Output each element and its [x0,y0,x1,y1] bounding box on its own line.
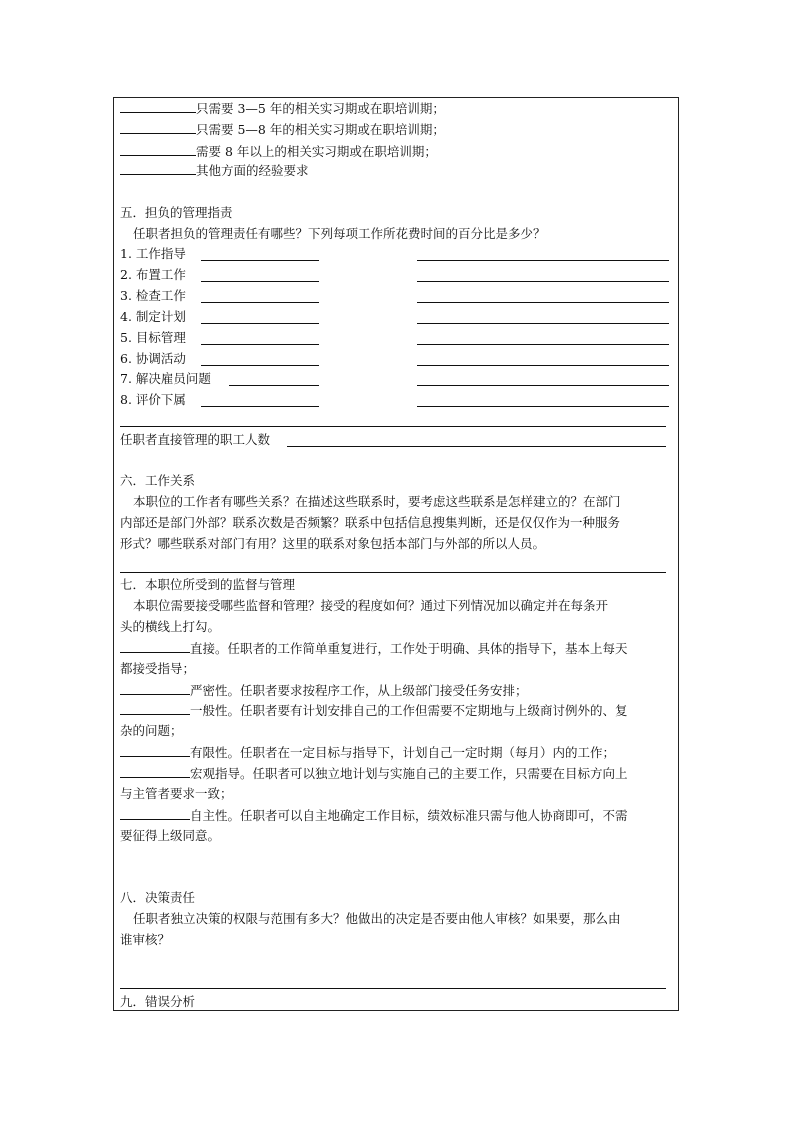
staff-count-label: 任职者直接管理的职工人数 [120,432,271,447]
full-answer-line[interactable] [120,572,666,573]
management-item: 7. 解决雇员问题 [120,371,211,386]
management-item: 6. 协调活动 [120,351,186,366]
paragraph-line: 本职位的工作者有哪些关系？在描述这些联系时，要考虑这些联系是怎样建立的？在部门 [133,494,621,509]
percent-blank[interactable] [417,344,669,345]
supervision-option: 有限性。任职者在一定目标与指导下，计划自己一定时期（每月）内的工作； [120,744,615,761]
management-item: 5. 目标管理 [120,330,186,345]
management-item: 2. 布置工作 [120,267,186,282]
experience-option-text: 只需要 3—5 年的相关实习期或在职培训期； [196,101,445,116]
section-title: 八．决策责任 [120,890,196,905]
experience-option [120,162,309,179]
checkbox-blank[interactable] [120,100,196,113]
paragraph-line: 形式？哪些联系对部门有用？这里的联系对象包括本部门与外部的所以人员。 [120,536,546,551]
supervision-option: 直接。任职者的工作简单重复进行，工作处于明确、具体的指导下，基本上每天 [120,640,628,657]
management-item: 1. 工作指导 [120,246,186,261]
checkbox-blank[interactable] [120,744,190,757]
paragraph-line: 头的横线上打勾。 [120,619,221,634]
percent-blank[interactable] [417,406,669,407]
item-blank[interactable] [201,302,319,303]
checkbox-blank[interactable] [120,640,190,653]
checkbox-blank[interactable] [120,162,196,175]
checkbox-blank[interactable] [120,121,196,134]
paragraph-line: 任职者独立决策的权限与范围有多大？他做出的决定是否要由他人审核？如果要，那么由 [133,911,621,926]
paragraph-line: 内部还是部门外部？联系次数是否频繁？联系中包括信息搜集判断，还是仅仅作为一种服务 [120,515,621,530]
percent-blank[interactable] [417,385,669,386]
percent-blank[interactable] [417,302,669,303]
supervision-option-cont: 要征得上级同意。 [120,828,221,843]
section-question: 任职者担负的管理责任有哪些？下列每项工作所花费时间的百分比是多少？ [133,226,546,241]
percent-blank[interactable] [417,260,669,261]
staff-count-blank[interactable] [287,446,666,447]
experience-option [120,143,437,160]
full-answer-line[interactable] [120,426,666,427]
supervision-option: 严密性。任职者要求按程序工作，从上级部门接受任务安排； [120,682,528,699]
experience-option-text: 只需要 5—8 年的相关实习期或在职培训期； [196,122,445,137]
section-title: 九．错误分析 [120,994,196,1009]
supervision-option-cont: 都接受指导； [120,661,196,676]
item-blank[interactable] [229,385,319,386]
percent-blank[interactable] [417,281,669,282]
full-answer-line[interactable] [120,988,666,989]
item-blank[interactable] [201,281,319,282]
checkbox-blank[interactable] [120,702,190,715]
section-title: 六．工作关系 [120,473,196,488]
supervision-option-cont: 杂的问题； [120,723,183,738]
supervision-option: 自主性。任职者可以自主地确定工作目标，绩效标准只需与他人协商即可，不需 [120,807,628,824]
checkbox-blank[interactable] [120,143,196,156]
section-title: 七．本职位所受到的监督与管理 [120,577,296,592]
experience-option [120,121,445,138]
experience-option-text: 其他方面的经验要求 [196,163,309,178]
item-blank[interactable] [201,344,319,345]
management-item: 3. 检查工作 [120,288,186,303]
paragraph-line: 本职位需要接受哪些监督和管理？接受的程度如何？通过下列情况加以确定并在每条开 [133,598,609,613]
supervision-option: 宏观指导。任职者可以独立地计划与实施自己的主要工作，只需要在目标方向上 [120,765,628,782]
management-item: 4. 制定计划 [120,309,186,324]
experience-option [120,100,445,117]
management-item: 8. 评价下属 [120,392,186,407]
checkbox-blank[interactable] [120,682,190,695]
percent-blank[interactable] [417,323,669,324]
experience-option-text: 需要 8 年以上的相关实习期或在职培训期； [196,144,437,159]
checkbox-blank[interactable] [120,765,190,778]
supervision-option: 一般性。任职者要有计划安排自己的工作但需要不定期地与上级商讨例外的、复 [120,702,628,719]
checkbox-blank[interactable] [120,807,190,820]
item-blank[interactable] [201,260,319,261]
item-blank[interactable] [201,365,319,366]
item-blank[interactable] [201,406,319,407]
percent-blank[interactable] [417,365,669,366]
paragraph-line: 谁审核？ [120,932,171,947]
item-blank[interactable] [201,323,319,324]
supervision-option-cont: 与主管者要求一致； [120,786,233,801]
section-title: 五．担负的管理指责 [120,205,233,220]
